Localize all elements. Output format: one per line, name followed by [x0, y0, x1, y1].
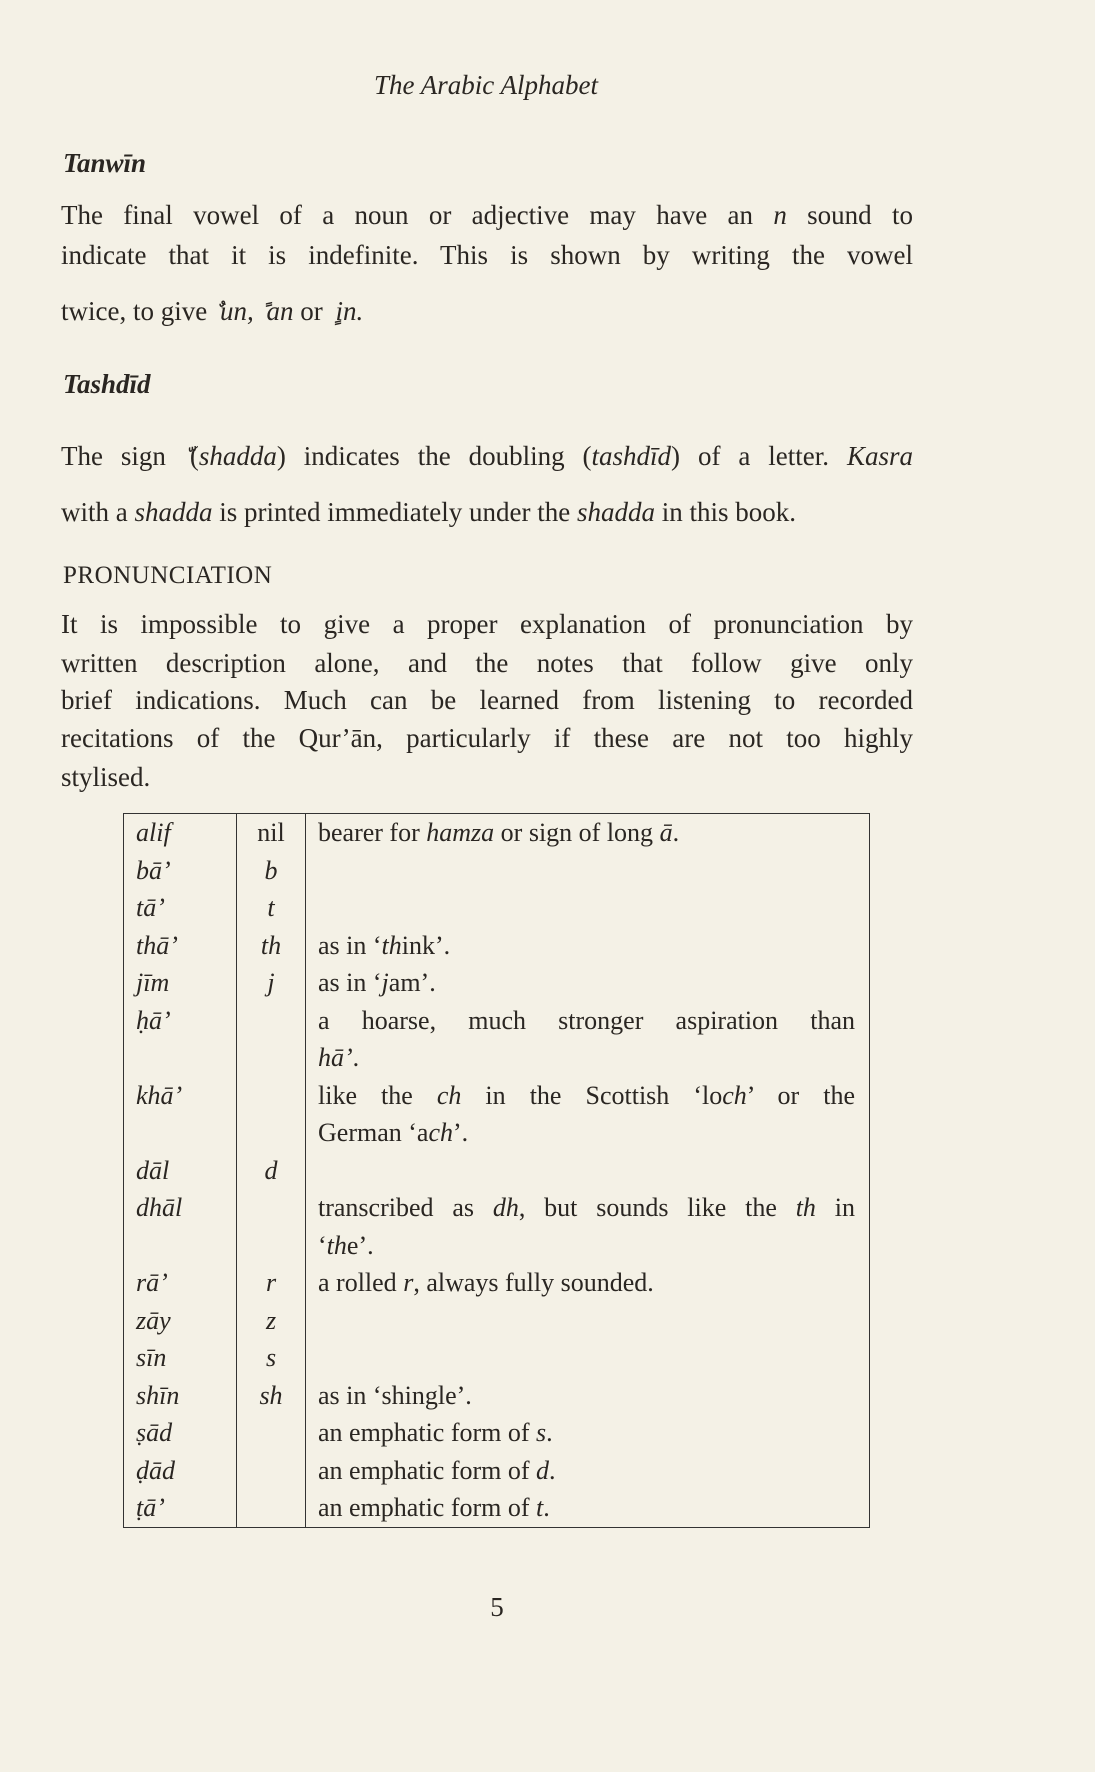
pronunciation-note: [306, 1377, 870, 1415]
text-segment: ) of a letter.: [671, 441, 847, 471]
text-segment: ch: [722, 1080, 747, 1110]
letter-name: sīn: [124, 1339, 237, 1377]
text-segment: or: [293, 296, 330, 326]
transliteration: j: [237, 964, 306, 1002]
letter-name: rā’: [124, 1264, 237, 1302]
text-line: [61, 294, 913, 328]
text-segment: stylised.: [61, 762, 151, 792]
text-segment: .: [672, 818, 680, 847]
tashdid-heading: Tashdīd: [63, 369, 151, 399]
transliteration: [237, 1452, 306, 1490]
text-segment: or sign of long: [494, 818, 660, 847]
text-segment: as in ‘: [318, 968, 382, 997]
letter-name: ṣād: [124, 1414, 237, 1452]
text-segment: ’.: [452, 1118, 469, 1147]
text-segment: The sign: [61, 441, 184, 471]
letter-name: dāl: [124, 1152, 237, 1190]
pronunciation-note: [306, 927, 870, 965]
letter-name: jīm: [124, 964, 237, 1002]
text-segment: ā: [659, 818, 673, 847]
transliteration: nil: [237, 814, 306, 852]
text-segment: with a: [61, 497, 135, 527]
table-row: [124, 1302, 870, 1340]
pronunciation-note: [306, 1339, 870, 1377]
text-line: [61, 683, 913, 717]
letter-name: thā’: [124, 927, 237, 965]
pronunciation-note: [306, 814, 870, 852]
text-segment: a rolled: [318, 1268, 404, 1297]
table-row: [124, 1452, 870, 1490]
table-row: [124, 1152, 870, 1190]
note-line: [318, 1002, 855, 1040]
letter-name: dhāl: [124, 1189, 237, 1264]
text-segment: as in ‘shingle’.: [318, 1380, 472, 1410]
text-segment: It is impossible to give a proper explanation of pronunciation by: [61, 609, 913, 639]
pronunciation-heading: PRONUNCIATION: [63, 562, 273, 589]
table-row: [124, 889, 870, 927]
text-segment: e’.: [346, 1230, 374, 1260]
pronunciation-note: [306, 1302, 870, 1340]
note-line: [318, 927, 855, 965]
text-segment: .: [546, 1418, 553, 1447]
text-segment: ink’.: [401, 930, 451, 960]
note-line: [318, 1227, 855, 1265]
transliteration: s: [237, 1339, 306, 1377]
text-segment: ch: [428, 1118, 453, 1147]
table-row: [124, 814, 870, 852]
letter-name: zāy: [124, 1302, 237, 1340]
transliteration: z: [237, 1302, 306, 1340]
text-segment: brief indications. Much can be learned from listening to recorded: [61, 685, 913, 715]
transliteration: d: [237, 1152, 306, 1190]
text-segment: like the: [318, 1080, 437, 1110]
pronunciation-note: [306, 1152, 870, 1190]
table-row: [124, 1377, 870, 1415]
text-segment: indicate that it is indefinite. This is shown by writing the vowel: [61, 240, 913, 270]
transliteration: th: [237, 927, 306, 965]
text-segment: shadda: [134, 497, 213, 527]
pronunciation-note: [306, 1189, 870, 1264]
page-number: 5: [490, 1592, 504, 1622]
table-row: [124, 927, 870, 965]
letter-name: ṭā’: [124, 1489, 237, 1527]
transliteration: sh: [237, 1377, 306, 1415]
table-row: [124, 1002, 870, 1077]
text-segment: sound to: [786, 200, 913, 230]
text-line: [61, 495, 913, 529]
tanwin-heading: Tanwīn: [63, 148, 147, 178]
text-segment: in the Scottish ‘lo: [461, 1080, 723, 1110]
letter-name: tā’: [124, 889, 237, 927]
note-line: [318, 1039, 855, 1077]
transliteration: [237, 1077, 306, 1152]
note-line: [318, 1414, 855, 1452]
note-line: [318, 964, 855, 1002]
transliteration: [237, 1002, 306, 1077]
text-segment: un,: [219, 296, 254, 326]
text-line: [61, 238, 913, 272]
note-line: [318, 1077, 855, 1115]
text-segment: tashdīd: [591, 441, 672, 471]
text-line: [61, 198, 913, 232]
note-line: [318, 814, 855, 852]
note-line: [318, 1189, 855, 1227]
text-segment: (: [189, 441, 199, 471]
note-line: [318, 1264, 855, 1302]
pronunciation-note: [306, 852, 870, 890]
text-segment: n: [773, 200, 787, 230]
table-row: [124, 852, 870, 890]
pronunciation-note: [306, 964, 870, 1002]
pronunciation-note: [306, 1077, 870, 1152]
text-segment: , always fully sounded.: [413, 1268, 654, 1297]
text-segment: shadda: [576, 497, 655, 527]
text-segment: am’.: [388, 968, 436, 997]
text-segment: d: [536, 1455, 550, 1485]
transliteration: [237, 1414, 306, 1452]
text-segment: th: [326, 1230, 347, 1260]
letter-name: khā’: [124, 1077, 237, 1152]
pronunciation-note: [306, 889, 870, 927]
text-segment: j: [381, 968, 389, 997]
text-line: [61, 760, 913, 794]
pronunciation-note: [306, 1452, 870, 1490]
text-segment: ‘: [318, 1230, 327, 1260]
table-row: [124, 1339, 870, 1377]
text-segment: s: [536, 1418, 547, 1447]
text-segment: a hoarse, much stronger aspiration than: [318, 1005, 855, 1035]
text-segment: an emphatic form of: [318, 1493, 537, 1522]
letter-name: ḍād: [124, 1452, 237, 1490]
text-segment: r: [403, 1268, 414, 1297]
pronunciation-note: [306, 1414, 870, 1452]
text-segment: German ‘a: [318, 1118, 429, 1147]
table-row: [124, 1077, 870, 1152]
running-title: The Arabic Alphabet: [374, 70, 598, 100]
text-segment: is printed immediately under the: [212, 497, 577, 527]
text-line: [61, 646, 913, 680]
text-segment: dh: [492, 1193, 519, 1222]
transliteration: t: [237, 889, 306, 927]
text-segment: in this book.: [654, 497, 796, 527]
text-segment: Kasra: [846, 441, 913, 471]
pronunciation-note: [306, 1264, 870, 1302]
note-line: [318, 1114, 855, 1152]
alphabet-table: [123, 813, 870, 1528]
text-line: [61, 721, 913, 755]
text-segment: .: [549, 1455, 556, 1485]
text-segment: .: [352, 1043, 360, 1072]
text-segment: The final vowel of a noun or adjective may have an: [61, 200, 774, 230]
letter-name: alif: [124, 814, 237, 852]
text-segment: recitations of the Qur’ān, particularly if these are not too highly: [61, 723, 913, 753]
text-segment: an emphatic form of: [318, 1418, 537, 1447]
transliteration: b: [237, 852, 306, 890]
text-segment: th: [381, 930, 402, 960]
text-segment: .: [543, 1493, 550, 1522]
letter-name: bā’: [124, 852, 237, 890]
transliteration: [237, 1189, 306, 1264]
text-line: [61, 439, 913, 473]
text-segment: an emphatic form of: [318, 1455, 537, 1485]
text-segment: ch: [436, 1080, 462, 1110]
table-row: [124, 1189, 870, 1264]
table-row: [124, 1489, 870, 1527]
table-row: [124, 1414, 870, 1452]
note-line: [318, 1377, 855, 1415]
text-segment: in.: [335, 296, 364, 326]
text-segment: an: [266, 296, 294, 326]
table-row: [124, 964, 870, 1002]
transliteration: r: [237, 1264, 306, 1302]
transliteration: [237, 1489, 306, 1527]
text-segment: ) indicates the doubling (: [276, 441, 592, 471]
text-segment: shadda: [198, 441, 277, 471]
text-segment: th: [795, 1193, 816, 1222]
text-segment: in: [815, 1193, 855, 1222]
pronunciation-note: [306, 1489, 870, 1527]
text-segment: written description alone, and the notes that follow give only: [61, 648, 913, 678]
text-segment: hamza: [426, 818, 495, 847]
text-segment: t: [536, 1493, 544, 1522]
text-segment: twice, to give: [61, 296, 214, 326]
pronunciation-note: [306, 1002, 870, 1077]
text-segment: , but sounds like the: [518, 1193, 796, 1222]
note-line: [318, 1489, 855, 1527]
text-segment: transcribed as: [318, 1193, 493, 1222]
text-segment: bearer for: [318, 818, 427, 847]
table-row: [124, 1264, 870, 1302]
note-line: [318, 1452, 855, 1490]
text-line: [61, 607, 913, 641]
text-segment: as in ‘: [318, 930, 382, 960]
text-segment: hā’: [318, 1043, 353, 1072]
letter-name: ḥā’: [124, 1002, 237, 1077]
letter-name: shīn: [124, 1377, 237, 1415]
text-segment: ’ or the: [746, 1080, 855, 1110]
